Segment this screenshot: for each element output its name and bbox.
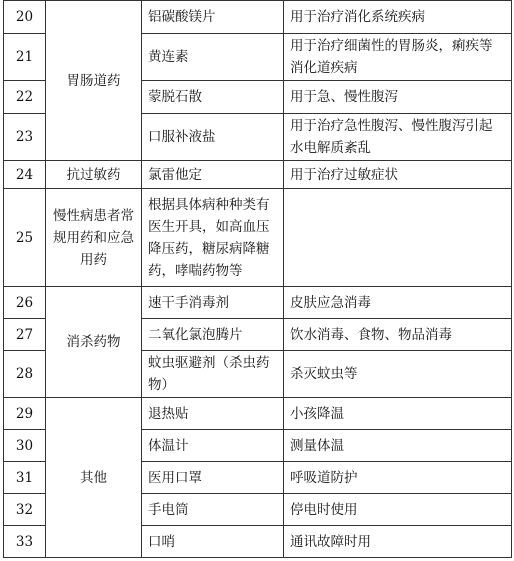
row-number: 32 [4, 494, 46, 526]
table-row [4, 161, 512, 189]
row-number: 23 [4, 114, 46, 161]
row-number: 27 [4, 319, 46, 351]
medicine-name-cell: 速干手消毒剂 [142, 287, 284, 319]
usage-cell: 用于治疗急性腹泻、慢性腹泻引起水电解质紊乱 [284, 114, 512, 161]
row-number: 26 [4, 287, 46, 319]
medicine-name-cell: 口服补液盐 [142, 114, 284, 161]
row-number: 31 [4, 462, 46, 494]
category-cell: 其他 [46, 398, 142, 558]
medicine-table [3, 0, 512, 558]
usage-cell: 用于治疗细菌性的胃肠炎，痢疾等消化道疾病 [284, 34, 512, 81]
medicine-name-cell: 蚊虫驱避剂（杀虫药物） [142, 351, 284, 398]
medicine-name-cell: 手电筒 [142, 494, 284, 526]
medicine-name-cell: 铝碳酸镁片 [142, 1, 284, 34]
row-number: 20 [4, 1, 46, 34]
usage-cell: 皮肤应急消毒 [284, 287, 512, 319]
medicine-name-cell: 口哨 [142, 526, 284, 558]
medicine-table-body [4, 1, 512, 558]
usage-cell [284, 189, 512, 287]
usage-cell: 通讯故障时用 [284, 526, 512, 558]
usage-cell: 小孩降温 [284, 398, 512, 430]
medicine-name-cell: 氯雷他定 [142, 161, 284, 189]
medicine-name-cell: 蒙脱石散 [142, 81, 284, 114]
row-number: 25 [4, 189, 46, 287]
row-number: 30 [4, 430, 46, 462]
row-number: 29 [4, 398, 46, 430]
usage-cell: 用于治疗消化系统疾病 [284, 1, 512, 34]
row-number: 33 [4, 526, 46, 558]
medicine-name-cell: 根据具体病种种类有医生开具，如高血压降压药，糖尿病降糖药，哮喘药物等 [142, 189, 284, 287]
category-cell: 抗过敏药 [46, 161, 142, 189]
row-number: 28 [4, 351, 46, 398]
usage-cell: 呼吸道防护 [284, 462, 512, 494]
usage-cell: 测量体温 [284, 430, 512, 462]
row-number: 24 [4, 161, 46, 189]
usage-cell: 用于急、慢性腹泻 [284, 81, 512, 114]
row-number: 22 [4, 81, 46, 114]
table-row [4, 189, 512, 287]
usage-cell: 杀灭蚊虫等 [284, 351, 512, 398]
medicine-name-cell: 退热贴 [142, 398, 284, 430]
medicine-name-cell: 二氧化氯泡腾片 [142, 319, 284, 351]
medicine-name-cell: 体温计 [142, 430, 284, 462]
usage-cell: 用于治疗过敏症状 [284, 161, 512, 189]
category-cell: 胃肠道药 [46, 1, 142, 161]
medicine-name-cell: 医用口罩 [142, 462, 284, 494]
usage-cell: 饮水消毒、食物、物品消毒 [284, 319, 512, 351]
table-row [4, 398, 512, 430]
table-row [4, 1, 512, 34]
usage-cell: 停电时使用 [284, 494, 512, 526]
category-cell: 慢性病患者常规用药和应急用药 [46, 189, 142, 287]
row-number: 21 [4, 34, 46, 81]
category-cell: 消杀药物 [46, 287, 142, 398]
medicine-name-cell: 黄连素 [142, 34, 284, 81]
table-row [4, 287, 512, 319]
